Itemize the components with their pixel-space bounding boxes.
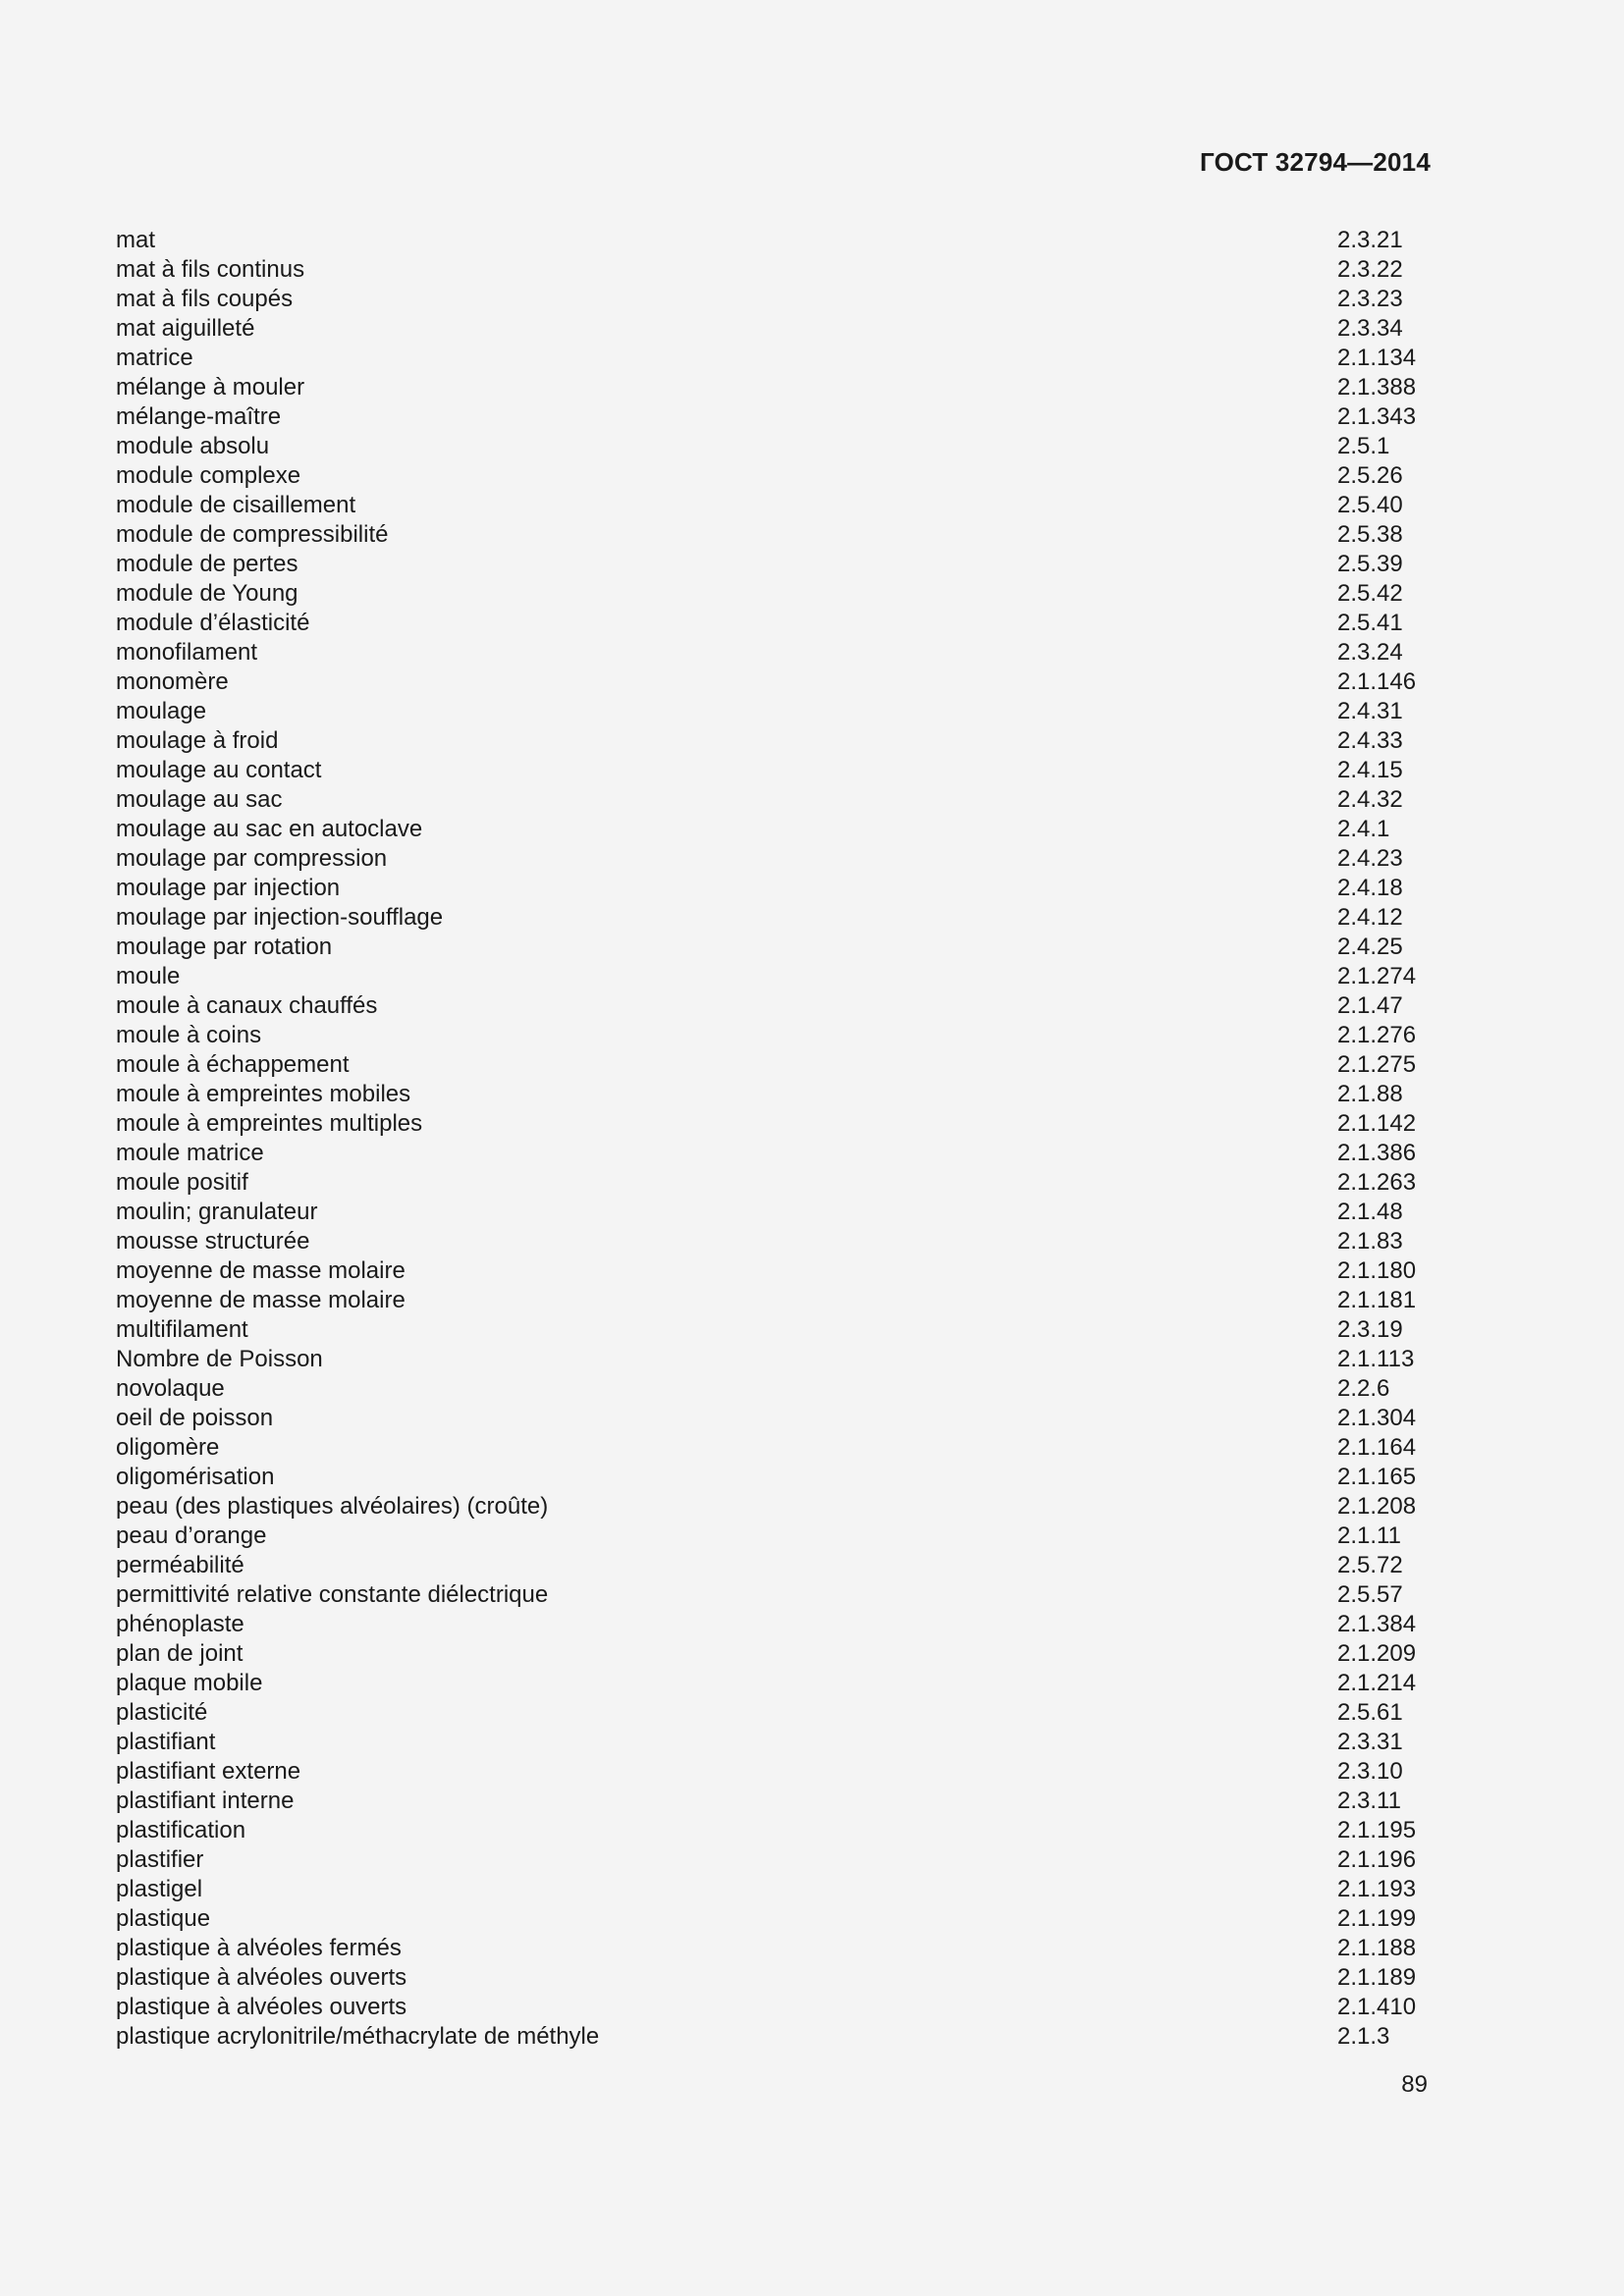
- index-reference: 2.1.263: [1337, 1169, 1417, 1196]
- index-reference: 2.1.181: [1337, 1287, 1417, 1313]
- index-entry: [116, 1433, 1432, 1463]
- index-term: moulin; granulateur: [116, 1199, 318, 1225]
- index-entry: [116, 1669, 1432, 1698]
- index-entry: [116, 1698, 1432, 1728]
- index-reference: 2.4.25: [1337, 934, 1403, 960]
- index-term: moule à coins: [116, 1022, 262, 1048]
- index-reference: 2.4.32: [1337, 786, 1403, 813]
- index-term: module de compressibilité: [116, 521, 389, 548]
- index-reference: 2.3.11: [1337, 1788, 1401, 1814]
- index-term: multifilament: [116, 1316, 248, 1343]
- index-entry: [116, 1934, 1432, 1963]
- index-term: moule à empreintes mobiles: [116, 1081, 411, 1107]
- index-reference: 2.1.388: [1337, 374, 1417, 400]
- index-entry: [116, 1757, 1432, 1787]
- index-entry: [116, 1639, 1432, 1669]
- index-term: mat: [116, 227, 156, 253]
- index-entry: [116, 1993, 1432, 2022]
- index-entry: [116, 844, 1432, 874]
- index-term: moulage par injection-soufflage: [116, 904, 444, 931]
- index-entry: [116, 756, 1432, 785]
- index-entry: [116, 1904, 1432, 1934]
- index-reference: 2.5.40: [1337, 492, 1403, 518]
- index-reference: 2.1.208: [1337, 1493, 1417, 1520]
- index-reference: 2.1.189: [1337, 1964, 1417, 1991]
- index-term: monomère: [116, 668, 229, 695]
- index-term: moulage au contact: [116, 757, 322, 783]
- index-term: plastique acrylonitrile/méthacrylate de méthyle: [116, 2023, 600, 2050]
- index-reference: 2.4.15: [1337, 757, 1403, 783]
- index-reference: 2.1.47: [1337, 992, 1403, 1019]
- index-reference: 2.1.214: [1337, 1670, 1417, 1696]
- index-term: moule à canaux chauffés: [116, 992, 378, 1019]
- index-entry: [116, 1580, 1432, 1610]
- index-reference: 2.1.276: [1337, 1022, 1417, 1048]
- index-entry: [116, 726, 1432, 756]
- index-reference: 2.1.164: [1337, 1434, 1417, 1461]
- index-term: moule positif: [116, 1169, 248, 1196]
- index-reference: 2.5.26: [1337, 462, 1403, 489]
- index-term: perméabilité: [116, 1552, 244, 1578]
- index-reference: 2.1.275: [1337, 1051, 1417, 1078]
- index-entry: [116, 491, 1432, 520]
- term-index-list: [116, 226, 1432, 2052]
- index-reference: 2.1.11: [1337, 1522, 1401, 1549]
- index-reference: 2.1.88: [1337, 1081, 1403, 1107]
- index-term: plastifiant: [116, 1729, 216, 1755]
- index-term: peau d’orange: [116, 1522, 267, 1549]
- index-term: module complexe: [116, 462, 301, 489]
- index-reference: 2.4.1: [1337, 816, 1390, 842]
- index-entry: [116, 314, 1432, 344]
- index-term: moulage: [116, 698, 207, 724]
- index-entry: [116, 1875, 1432, 1904]
- index-term: module de cisaillement: [116, 492, 356, 518]
- index-entry: [116, 667, 1432, 697]
- index-entry: [116, 1109, 1432, 1139]
- index-entry: [116, 903, 1432, 933]
- index-reference: 2.5.38: [1337, 521, 1403, 548]
- index-term: permittivité relative constante diélectrique: [116, 1581, 549, 1608]
- index-term: novolaque: [116, 1375, 225, 1402]
- index-entry: [116, 697, 1432, 726]
- index-term: plastique à alvéoles fermés: [116, 1935, 402, 1961]
- index-entry: [116, 1816, 1432, 1845]
- index-term: plaque mobile: [116, 1670, 263, 1696]
- index-entry: [116, 402, 1432, 432]
- index-term: module d’élasticité: [116, 610, 310, 636]
- index-reference: 2.1.142: [1337, 1110, 1417, 1137]
- index-reference: 2.3.34: [1337, 315, 1403, 342]
- index-reference: 2.1.165: [1337, 1464, 1417, 1490]
- index-term: plastique: [116, 1905, 211, 1932]
- index-reference: 2.1.134: [1337, 345, 1417, 371]
- index-reference: 2.1.196: [1337, 1846, 1417, 1873]
- index-term: moule à échappement: [116, 1051, 350, 1078]
- index-term: oeil de poisson: [116, 1405, 274, 1431]
- index-entry: [116, 432, 1432, 461]
- index-reference: 2.3.31: [1337, 1729, 1403, 1755]
- index-entry: [116, 255, 1432, 285]
- index-entry: [116, 874, 1432, 903]
- index-entry: [116, 1315, 1432, 1345]
- index-term: Nombre de Poisson: [116, 1346, 323, 1372]
- index-entry: [116, 785, 1432, 815]
- index-entry: [116, 226, 1432, 255]
- index-reference: 2.1.113: [1337, 1346, 1415, 1372]
- index-entry: [116, 1021, 1432, 1050]
- index-entry: [116, 1345, 1432, 1374]
- index-reference: 2.1.209: [1337, 1640, 1417, 1667]
- index-entry: [116, 1286, 1432, 1315]
- index-reference: 2.5.57: [1337, 1581, 1403, 1608]
- index-reference: 2.1.3: [1337, 2023, 1390, 2050]
- index-entry: [116, 1787, 1432, 1816]
- index-entry: [116, 520, 1432, 550]
- index-entry: [116, 815, 1432, 844]
- index-term: moulage au sac: [116, 786, 283, 813]
- index-term: moulage au sac en autoclave: [116, 816, 423, 842]
- index-term: monofilament: [116, 639, 258, 666]
- index-term: plastique à alvéoles ouverts: [116, 1994, 407, 2020]
- index-reference: 2.1.195: [1337, 1817, 1417, 1843]
- index-term: matrice: [116, 345, 193, 371]
- index-reference: 2.3.22: [1337, 256, 1403, 283]
- index-entry: [116, 1728, 1432, 1757]
- index-term: plastifiant externe: [116, 1758, 301, 1785]
- index-reference: 2.3.21: [1337, 227, 1403, 253]
- index-reference: 2.1.386: [1337, 1140, 1417, 1166]
- index-reference: 2.1.199: [1337, 1905, 1417, 1932]
- index-entry: [116, 1139, 1432, 1168]
- index-term: phénoplaste: [116, 1611, 244, 1637]
- index-reference: 2.4.18: [1337, 875, 1403, 901]
- index-term: plastification: [116, 1817, 246, 1843]
- index-entry: [116, 1522, 1432, 1551]
- index-term: moyenne de masse molaire: [116, 1287, 406, 1313]
- index-term: plasticité: [116, 1699, 208, 1726]
- index-reference: 2.3.23: [1337, 286, 1403, 312]
- index-entry: [116, 1963, 1432, 1993]
- index-reference: 2.5.72: [1337, 1552, 1403, 1578]
- index-entry: [116, 1845, 1432, 1875]
- index-term: mat à fils coupés: [116, 286, 294, 312]
- index-term: oligomérisation: [116, 1464, 275, 1490]
- index-reference: 2.5.41: [1337, 610, 1403, 636]
- index-entry: [116, 638, 1432, 667]
- index-entry: [116, 1374, 1432, 1404]
- index-reference: 2.1.48: [1337, 1199, 1403, 1225]
- index-reference: 2.1.188: [1337, 1935, 1417, 1961]
- index-term: moulage par injection: [116, 875, 341, 901]
- index-entry: [116, 1551, 1432, 1580]
- index-reference: 2.1.304: [1337, 1405, 1417, 1431]
- index-reference: 2.5.61: [1337, 1699, 1403, 1726]
- index-reference: 2.4.33: [1337, 727, 1403, 754]
- index-entry: [116, 962, 1432, 991]
- index-reference: 2.1.274: [1337, 963, 1417, 989]
- index-term: moule à empreintes multiples: [116, 1110, 423, 1137]
- index-term: module de pertes: [116, 551, 298, 577]
- index-entry: [116, 461, 1432, 491]
- index-reference: 2.1.193: [1337, 1876, 1417, 1902]
- index-term: moulage par compression: [116, 845, 388, 872]
- index-term: moulage par rotation: [116, 934, 333, 960]
- index-reference: 2.1.146: [1337, 668, 1417, 695]
- index-reference: 2.4.31: [1337, 698, 1403, 724]
- index-reference: 2.3.19: [1337, 1316, 1403, 1343]
- index-reference: 2.1.180: [1337, 1257, 1417, 1284]
- page-number: 89: [1401, 2071, 1428, 2098]
- index-entry: [116, 609, 1432, 638]
- index-term: plastifiant interne: [116, 1788, 295, 1814]
- index-reference: 2.1.410: [1337, 1994, 1417, 2020]
- index-term: plastique à alvéoles ouverts: [116, 1964, 407, 1991]
- index-entry: [116, 373, 1432, 402]
- index-term: moulage à froid: [116, 727, 279, 754]
- index-entry: [116, 1492, 1432, 1522]
- index-entry: [116, 1463, 1432, 1492]
- index-entry: [116, 1404, 1432, 1433]
- index-reference: 2.1.83: [1337, 1228, 1403, 1255]
- index-reference: 2.4.12: [1337, 904, 1403, 931]
- index-term: plastifier: [116, 1846, 204, 1873]
- index-term: moule matrice: [116, 1140, 264, 1166]
- document-header: ГОСТ 32794—2014: [1200, 147, 1431, 177]
- index-reference: 2.5.39: [1337, 551, 1403, 577]
- index-term: module de Young: [116, 580, 298, 607]
- index-term: mat à fils continus: [116, 256, 305, 283]
- index-entry: [116, 1080, 1432, 1109]
- index-reference: 2.4.23: [1337, 845, 1403, 872]
- index-term: plastigel: [116, 1876, 203, 1902]
- index-term: plan de joint: [116, 1640, 244, 1667]
- index-entry: [116, 1256, 1432, 1286]
- index-entry: [116, 1610, 1432, 1639]
- index-reference: 2.2.6: [1337, 1375, 1390, 1402]
- index-entry: [116, 344, 1432, 373]
- index-reference: 2.1.343: [1337, 403, 1417, 430]
- index-reference: 2.3.10: [1337, 1758, 1403, 1785]
- index-entry: [116, 1168, 1432, 1198]
- index-term: module absolu: [116, 433, 270, 459]
- index-entry: [116, 1198, 1432, 1227]
- index-term: moule: [116, 963, 181, 989]
- index-term: mélange-maître: [116, 403, 282, 430]
- index-entry: [116, 550, 1432, 579]
- index-reference: 2.5.1: [1337, 433, 1390, 459]
- index-reference: 2.5.42: [1337, 580, 1403, 607]
- index-term: moyenne de masse molaire: [116, 1257, 406, 1284]
- index-entry: [116, 1227, 1432, 1256]
- index-entry: [116, 933, 1432, 962]
- index-entry: [116, 1050, 1432, 1080]
- index-reference: 2.1.384: [1337, 1611, 1417, 1637]
- index-entry: [116, 579, 1432, 609]
- index-term: peau (des plastiques alvéolaires) (croûte): [116, 1493, 549, 1520]
- index-entry: [116, 285, 1432, 314]
- index-entry: [116, 991, 1432, 1021]
- index-entry: [116, 2022, 1432, 2052]
- index-term: mousse structurée: [116, 1228, 310, 1255]
- index-reference: 2.3.24: [1337, 639, 1403, 666]
- index-term: mélange à mouler: [116, 374, 305, 400]
- index-term: oligomère: [116, 1434, 220, 1461]
- index-term: mat aiguilleté: [116, 315, 255, 342]
